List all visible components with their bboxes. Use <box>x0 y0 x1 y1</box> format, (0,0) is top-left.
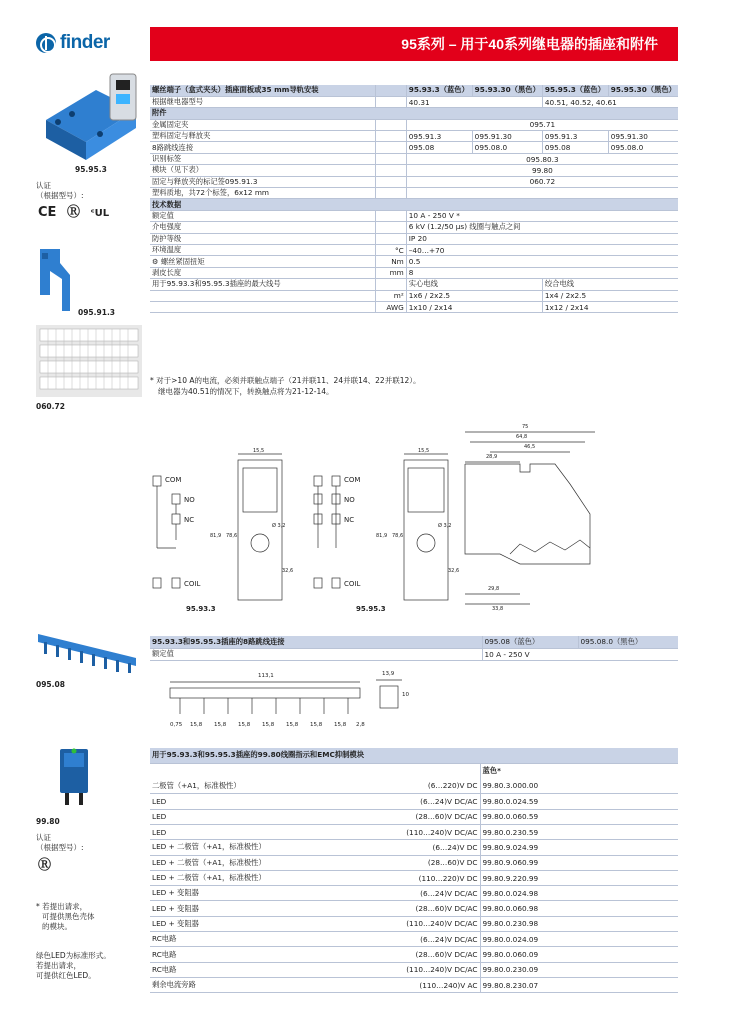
table-row: 额定值 10 A - 250 V * <box>150 210 678 221</box>
brand-logo <box>36 30 110 56</box>
table-row: 固定与释放夹的标记签095.91.3 060.72 <box>150 176 678 187</box>
table-row: 模块（见下表） 99.80 <box>150 165 678 176</box>
gost-mark-icon: Ⓡ <box>38 858 52 873</box>
module-note-black: * 若提出请求， 可提供黑色壳体 的模块。 <box>36 902 95 931</box>
wiring-diagram-9595: COM NO NC COIL 15,5 81,9 78,6 Ø 3,2 32,6 95.95.3 <box>308 448 460 608</box>
socket-image <box>36 70 140 162</box>
table-row: 根据继电器型号 40.31 40.51, 40.52, 40.61 <box>150 96 678 107</box>
module-subheader-row: 蓝色* <box>150 763 678 778</box>
table-row: LED + 变阻器 (28…60)V DC/AC 99.80.0.060.98 <box>150 901 678 916</box>
table-row: 塑料质地，共72个标签，6x12 mm <box>150 188 678 199</box>
table-row: 防护等级 IP 20 <box>150 233 678 244</box>
table-row: LED + 二极管（+A1，标准极性） (6…24)V DC 99.80.9.024.99 <box>150 840 678 855</box>
clip-image <box>36 245 76 315</box>
title-bar <box>150 27 678 61</box>
screw-icon: ⚙ <box>152 256 159 266</box>
table-row: AWG 1x10 / 2x14 1x12 / 2x14 <box>150 301 678 312</box>
table-row: 介电强度 6 kV (1.2/50 µs) 线圈与触点之间 <box>150 222 678 233</box>
table-row: 剥皮长度 mm 8 <box>150 267 678 278</box>
table-row: 剩余电流旁路 (110…240)V AC 99.80.8.230.07 <box>150 977 678 992</box>
table-row: 二极管（+A1，标准极性） (6…220)V DC 99.80.3.000.00 <box>150 779 678 794</box>
drawing-label-9595: 95.95.3 <box>356 605 386 613</box>
table-row: LED (110…240)V DC/AC 99.80.0.230.59 <box>150 824 678 839</box>
module-approval-label: 认证 （根据型号）: <box>36 833 84 852</box>
table-row: 环境温度 °C –40…+70 <box>150 244 678 255</box>
table-row: RC电路 (110…240)V DC/AC 99.80.0.230.09 <box>150 962 678 977</box>
clip-code: 095.91.3 <box>78 308 116 317</box>
drawing-label-9593: 95.93.3 <box>186 605 216 613</box>
section-row: 附件 <box>150 108 678 119</box>
jumper-image <box>36 628 142 674</box>
tags-image <box>36 325 142 397</box>
side-view-drawing: 75 64,8 46,5 28,9 29,8 33,8 <box>460 424 600 620</box>
spec-header-col1: 95.93.3（蓝色） <box>406 85 472 96</box>
table-row: LED + 变阻器 (6…24)V DC/AC 99.80.0.024.98 <box>150 886 678 901</box>
table-row: RC电路 (6…24)V DC/AC 99.80.0.024.09 <box>150 932 678 947</box>
spec-header-row <box>150 85 678 96</box>
table-row: 识别标签 095.80.3 <box>150 153 678 164</box>
jumper-dimension-drawing: 113,1 13,9 10 0,75 15,8 15,8 15,8 15,8 15,8 15,8 15,8 2,8 <box>170 671 409 728</box>
module-approval-mark <box>38 858 52 873</box>
jumper-table <box>150 636 678 661</box>
ce-mark-icon: CE <box>38 205 57 220</box>
table-row: LED + 二极管（+A1，标准极性） (28…60)V DC 99.80.9.060.99 <box>150 855 678 870</box>
table-row: 用于95.93.3和95.95.3插座的最大线号 实心电线 绞合电线 <box>150 279 678 290</box>
page-title: 95系列 – 用于40系列继电器的插座和附件 <box>401 36 658 52</box>
ul-mark-icon: ᶜUL <box>90 208 110 219</box>
table-row: 塑料固定与释放夹 095.91.3 095.91.30 095.91.3 095.91.30 <box>150 131 678 142</box>
wiring-diagram-9593: COM NO NC COIL 15,5 81,9 78,6 Ø 3,2 32,6 95.93.3 <box>148 448 298 608</box>
gost-mark-icon: Ⓡ <box>66 205 80 220</box>
module-code: 99.80 <box>36 817 60 826</box>
section-row: 技术数据 <box>150 199 678 210</box>
module-image <box>56 745 92 807</box>
table-row: m² 1x6 / 2x2.5 1x4 / 2x2.5 <box>150 290 678 301</box>
table-row: LED + 变阻器 (110…240)V DC/AC 99.80.0.230.98 <box>150 916 678 931</box>
approval-marks <box>38 205 110 220</box>
table-row: LED + 二极管（+A1，标准极性） (110…220)V DC 99.80.9.220.99 <box>150 870 678 885</box>
module-table <box>150 748 678 993</box>
table-row: LED (28…60)V DC/AC 99.80.0.060.59 <box>150 809 678 824</box>
socket-code: 95.95.3 <box>75 165 107 174</box>
table-row: LED (6…24)V DC/AC 99.80.0.024.59 <box>150 794 678 809</box>
table-row: 金属固定夹 095.71 <box>150 119 678 130</box>
brand-name: finder <box>60 32 110 53</box>
spec-table <box>150 85 678 313</box>
spec-header-col4: 95.95.30（黑色） <box>608 85 678 96</box>
table-row: ⚙ 螺丝紧固扭矩 Nm 0.5 <box>150 256 678 267</box>
module-header-row: 用于95.93.3和95.95.3插座的99.80线圈指示和EMC抑制模块 <box>150 748 678 763</box>
spec-header-col3: 95.95.3（蓝色） <box>542 85 608 96</box>
tags-code: 060.72 <box>36 402 65 411</box>
module-note-led: 绿色LED为标准形式。 若提出请求， 可提供红色LED。 <box>36 951 111 980</box>
footnote: * 对于>10 A的电流，必须并联触点端子（21并联11、24并联14、22并联12）。 继电器为40.51的情况下，转换触点将为21-12-14。 <box>150 376 421 396</box>
approval-label: 认证 （根据型号）: <box>36 181 84 200</box>
jumper-header-row: 95.93.3和95.95.3插座的8路跳线连接 095.08（蓝色） 095.08.0（黑色） <box>150 636 678 648</box>
finder-logo-icon <box>36 33 56 53</box>
table-row: RC电路 (28…60)V DC/AC 99.80.0.060.09 <box>150 947 678 962</box>
jumper-code: 095.08 <box>36 680 65 689</box>
spec-header-col2: 95.93.30（黑色） <box>472 85 542 96</box>
table-row: 8路跳线连接 095.08 095.08.0 095.08 095.08.0 <box>150 142 678 153</box>
table-row: 额定值 10 A - 250 V <box>150 648 678 660</box>
spec-header-title: 螺丝端子（盒式夹头）插座面板或35 mm导轨安装 <box>150 85 375 96</box>
